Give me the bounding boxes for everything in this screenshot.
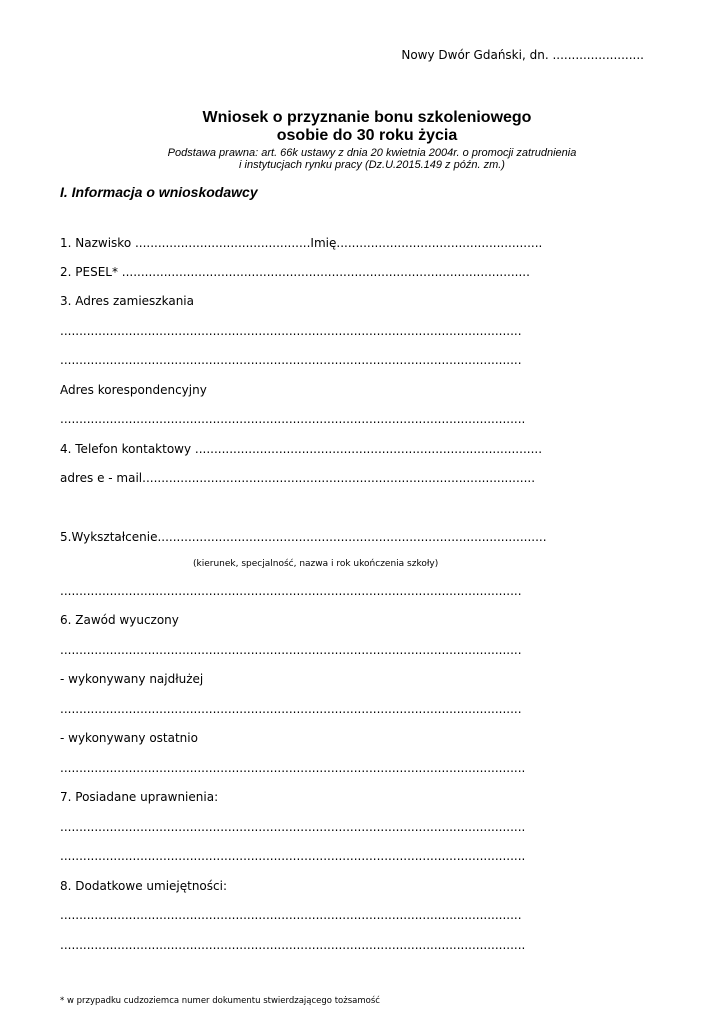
qualifications-line-1[interactable]: ..........................................................................................................................	[60, 820, 526, 834]
correspondence-address-label: Adres korespondencyjny	[60, 383, 207, 397]
qualifications-line-2[interactable]: ..........................................................................................................................	[60, 849, 526, 863]
correspondence-address-line[interactable]: ..........................................................................................................................	[60, 412, 526, 426]
place-date: Nowy Dwór Gdański, dn. ........................	[401, 48, 644, 62]
skills-label: 8. Dodatkowe umiejętności:	[60, 879, 228, 893]
footnote: * w przypadku cudzoziemca numer dokumentu stwierdzającego tożsamość	[60, 996, 380, 1006]
skills-line-1[interactable]: .........................................................................................................................	[60, 908, 522, 922]
last-profession-label: - wykonywany ostatnio	[60, 731, 198, 745]
section-heading: I. Informacja o wnioskodawcy	[60, 184, 258, 200]
education-line[interactable]: .........................................................................................................................	[60, 584, 522, 598]
education-field[interactable]: 5.Wykształcenie......................................................................................................	[60, 530, 547, 544]
education-hint: (kierunek, specjalność, nazwa i rok ukończenia szkoły)	[193, 559, 439, 569]
address-line-2[interactable]: .........................................................................................................................	[60, 353, 522, 367]
profession-label: 6. Zawód wyuczony	[60, 613, 179, 627]
address-line-1[interactable]: .........................................................................................................................	[60, 324, 522, 338]
qualifications-label: 7. Posiadane uprawnienia:	[60, 790, 219, 804]
skills-line-2[interactable]: ..........................................................................................................................	[60, 938, 526, 952]
form-title-line1: Wniosek o przyznanie bonu szkoleniowego	[202, 109, 532, 126]
form-title-line2: osobie do 30 roku życia	[276, 127, 458, 144]
email-field[interactable]: adres e - mail.......................................................................................................	[60, 471, 536, 485]
address-label: 3. Adres zamieszkania	[60, 294, 194, 308]
longest-profession-label: - wykonywany najdłużej	[60, 672, 204, 686]
legal-basis-line1: Podstawa prawna: art. 66k ustawy z dnia 20 kwietnia 2004r. o promocji zatrudnienia	[167, 147, 577, 159]
longest-profession-line[interactable]: .........................................................................................................................	[60, 702, 522, 716]
last-profession-line[interactable]: ..........................................................................................................................	[60, 761, 526, 775]
phone-field[interactable]: 4. Telefon kontaktowy ...........................................................................................	[60, 442, 543, 456]
profession-line[interactable]: .........................................................................................................................	[60, 643, 522, 657]
name-field[interactable]: 1. Nazwisko ..............................................Imię......................................................	[60, 236, 543, 250]
legal-basis-line2: i instytucjach rynku pracy (Dz.U.2015.149 z późn. zm.)	[239, 159, 505, 171]
pesel-field[interactable]: 2. PESEL* ...........................................................................................................	[60, 265, 530, 279]
